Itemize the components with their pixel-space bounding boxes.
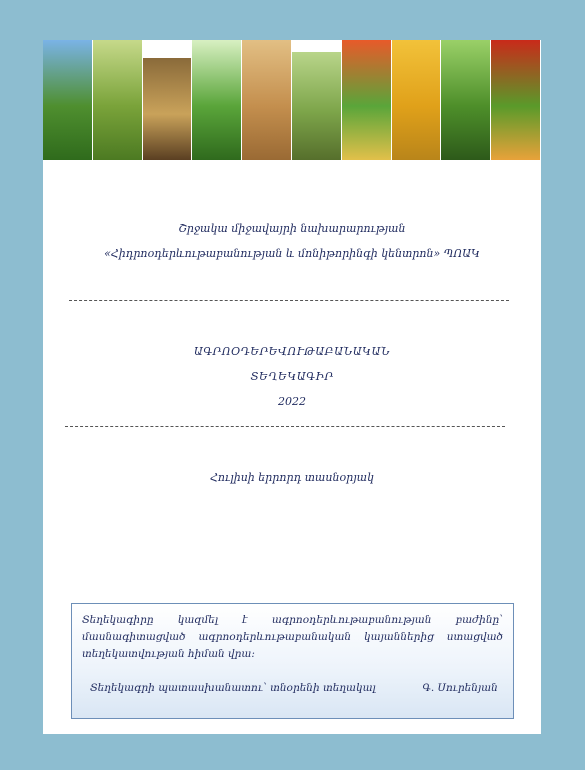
- corn-cob-photo: [392, 40, 442, 160]
- vegetables-photo: [342, 40, 392, 160]
- agriculture-banner: [43, 40, 541, 160]
- divider-top: [69, 300, 509, 301]
- period-line: Հուլիսի երրորդ տասնօրյակ: [210, 471, 374, 484]
- info-paragraph: Տեղեկագիրը կազմել է ագրոօդերևութաբանության բաժինը՝ մասնագիտացված ագրոօդերևութաբանական կայաններից ստացված տեղեկատվության հիման վրա:: [82, 614, 503, 660]
- responsible-line: [90, 682, 498, 694]
- green-sprouts-photo: [192, 40, 242, 160]
- document-page: [43, 40, 541, 734]
- field-rows-photo: [43, 40, 93, 160]
- title-year: 2022: [278, 395, 306, 408]
- potatoes-photo: [242, 40, 292, 160]
- ministry-line: Շրջակա միջավայրի նախարարության: [178, 222, 406, 235]
- title-line-2: ՏԵՂԵԿԱԳԻՐ: [250, 370, 334, 383]
- divider-bottom: [65, 426, 505, 427]
- responsible-name: Գ. Սուրենյան: [422, 682, 498, 694]
- tomatoes-peppers-photo: [491, 40, 541, 160]
- green-peas-photo: [441, 40, 491, 160]
- wheat-ears-photo: [93, 40, 143, 160]
- grains-seeds-photo: [143, 58, 193, 160]
- wheat-field-photo: [292, 52, 342, 160]
- info-box: [71, 603, 514, 719]
- center-line: «Հիդրոօդերևութաբանության և մոնիթորինգի կենտրոն» ՊՈԱԿ: [104, 247, 480, 260]
- responsible-label: Տեղեկագրի պատասխանատու՝ տնօրենի տեղակալ: [90, 682, 376, 694]
- title-line-1: ԱԳՐՈՕԴԵՐԵՎՈՒԹԱԲԱՆԱԿԱՆ: [193, 345, 391, 358]
